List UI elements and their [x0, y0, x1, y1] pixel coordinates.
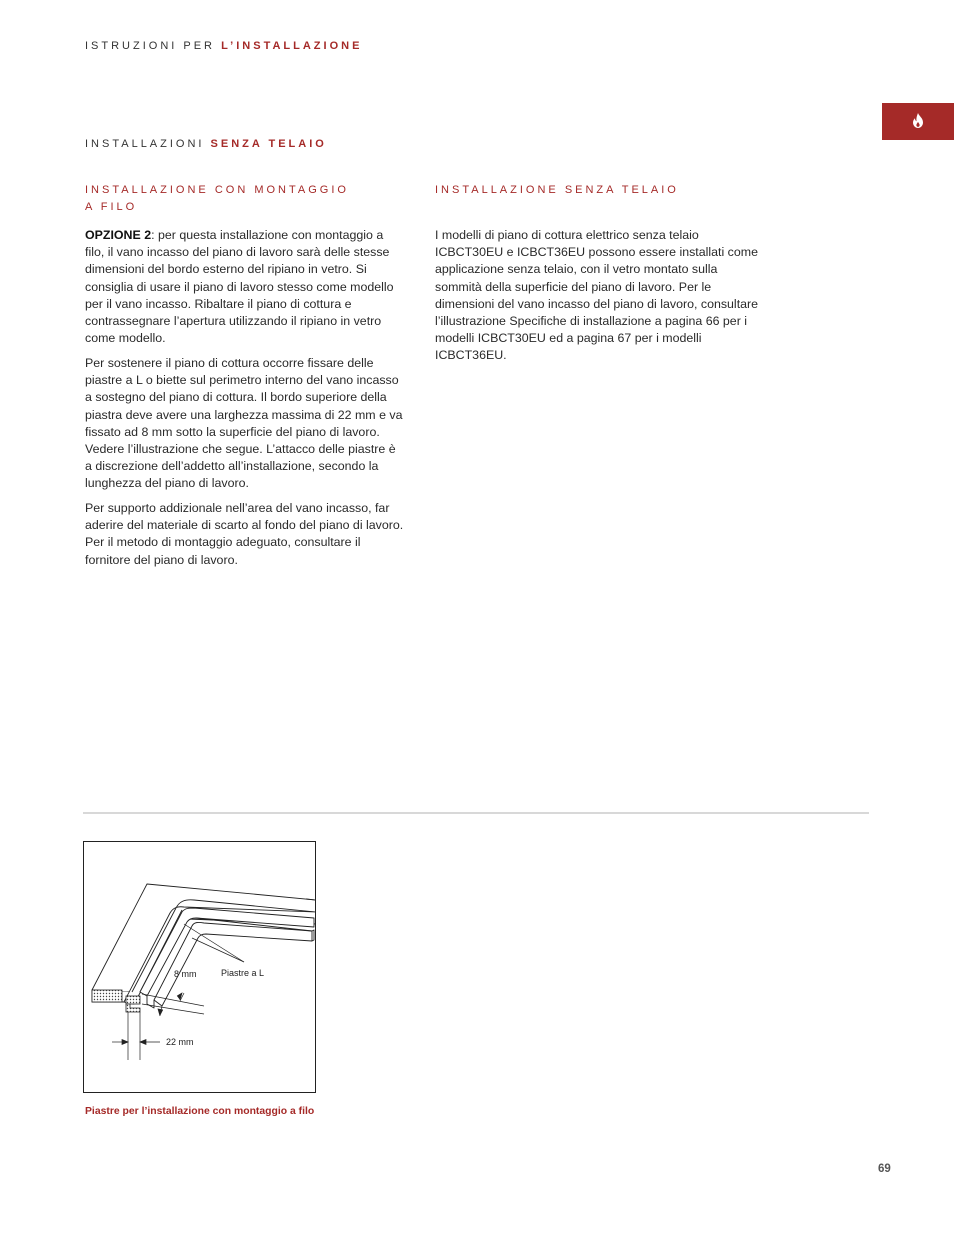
- left-heading-line2: A FILO: [85, 201, 138, 213]
- section-emphasis: SENZA TELAIO: [210, 138, 327, 150]
- flame-icon: [912, 113, 924, 128]
- right-paragraph-1: I modelli di piano di cottura elettrico senza telaio ICBCT30EU e ICBCT36EU possono essere installati come applicazione senza telaio, con il vetro montato sulla sommità della superficie del piano di lavoro. Per le dimensioni del vano incasso del piano di lavoro, consultare l’illustrazione Specifiche di installazione a pagina 66 per i modelli ICBCT30EU ed a pagina 67 per i modelli ICBCT36EU.: [435, 228, 759, 363]
- label-l-plates: Piastre a L: [221, 968, 265, 978]
- right-column-heading: INSTALLAZIONE SENZA TELAIO: [435, 184, 679, 196]
- figure-box: [83, 841, 316, 1093]
- l-bracket-illustration: [84, 842, 315, 1092]
- figure-caption: Piastre per l’installazione con montaggio a filo: [85, 1106, 315, 1117]
- left-paragraph-1: [85, 227, 405, 347]
- option-label: OPZIONE 2: [85, 228, 152, 242]
- left-column-body: [85, 227, 405, 576]
- running-header: [85, 40, 362, 52]
- label-8mm: 8 mm: [174, 969, 197, 979]
- header-emphasis: L’INSTALLAZIONE: [221, 40, 363, 52]
- label-22mm: 22 mm: [166, 1037, 194, 1047]
- header-prefix: ISTRUZIONI PER: [85, 40, 222, 52]
- divider: [83, 812, 869, 814]
- left-paragraph-3: Per supporto addizionale nell’area del vano incasso, far aderire del materiale di scarto al fondo del piano di lavoro. Per il metodo di montaggio adeguato, consultare il fornitore del piano di lavoro.: [85, 501, 404, 567]
- right-column-body: [435, 227, 765, 372]
- left-paragraph-1-text: : per questa installazione con montaggio a filo, il vano incasso del piano di lavoro sarà delle stesse dimensioni del bordo esterno del ripiano in vetro. Si consiglia di usare il piano di lavoro stesso come modello per il vano incasso. Ribaltare il piano di cottura e contrassegnare l’apertura utilizzando il ripiano in vetro come modello.: [85, 228, 394, 346]
- left-column-heading: [85, 182, 405, 216]
- section-prefix: INSTALLAZIONI: [85, 138, 211, 150]
- left-heading-line1: INSTALLAZIONE CON MONTAGGIO: [85, 184, 349, 196]
- section-tab: [882, 103, 954, 140]
- left-paragraph-2: Per sostenere il piano di cottura occorre fissare delle piastre a L o biette sul perimetro interno del vano incasso a sostegno del piano di cottura. Il bordo superiore della piastra deve avere una larghezza massima di 22 mm e va fissato ad 8 mm sotto la superficie del piano di lavoro. Vedere l’illustrazione che segue. L’attacco delle piastre è a discrezione dell’addetto all’installazione, secondo la lunghezza del piano di lavoro.: [85, 355, 403, 491]
- section-heading: [85, 138, 327, 150]
- page-number: 69: [878, 1163, 891, 1175]
